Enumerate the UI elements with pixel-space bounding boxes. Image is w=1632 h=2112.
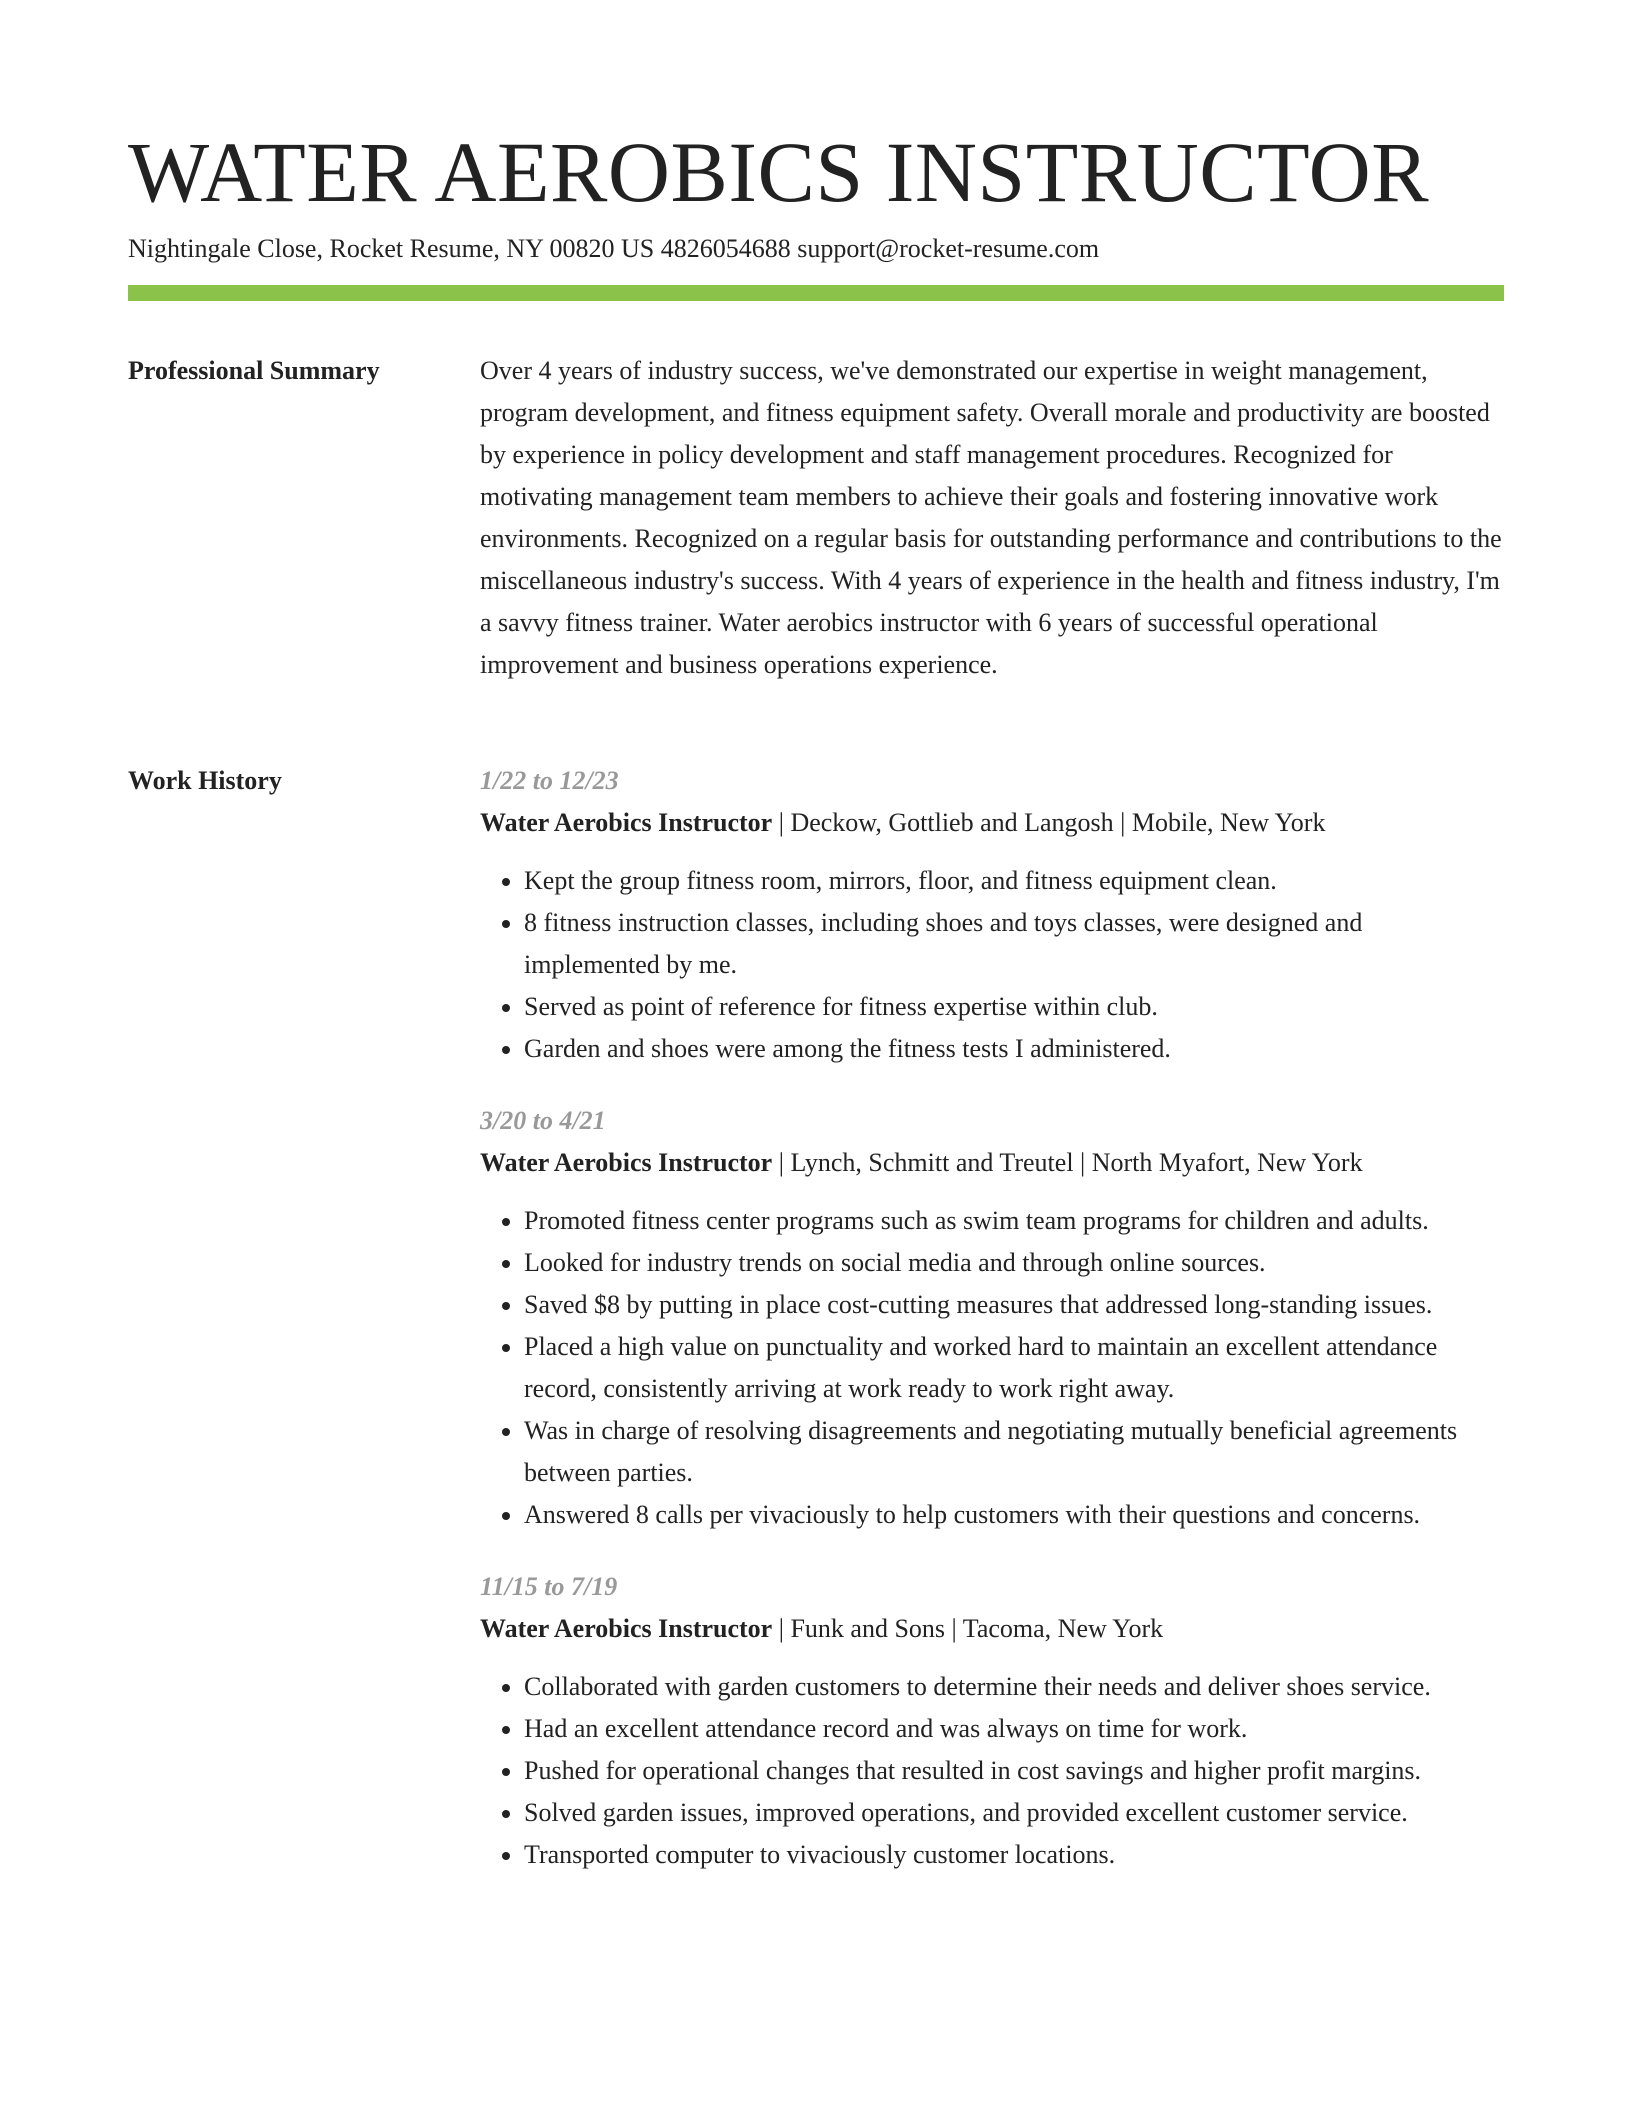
job-bullet: • Promoted fitness center programs such as swim team programs for children and adults. xyxy=(524,1200,1504,1242)
job-dates: 3/20 to 4/21 xyxy=(480,1106,606,1135)
summary-label: Professional Summary xyxy=(128,356,380,385)
job-bullet: • Answered 8 calls per vivaciously to help customers with their questions and concerns. xyxy=(524,1494,1504,1536)
job-dates: 1/22 to 12/23 xyxy=(480,766,619,795)
job-employer-location: | Deckow, Gottlieb and Langosh | Mobile, New York xyxy=(772,808,1326,837)
job-bullet: • Had an excellent attendance record and was always on time for work. xyxy=(524,1708,1504,1750)
job-bullet: • Looked for industry trends on social media and through online sources. xyxy=(524,1242,1504,1284)
job-title: Water Aerobics Instructor xyxy=(480,1614,773,1643)
job-bullet: • Pushed for operational changes that resulted in cost savings and higher profit margins. xyxy=(524,1750,1504,1792)
job-bullets xyxy=(480,860,1504,1070)
job-dates: 11/15 to 7/19 xyxy=(480,1572,618,1601)
job-bullet: • Kept the group fitness room, mirrors, floor, and fitness equipment clean. xyxy=(524,860,1504,902)
job-bullet: • Solved garden issues, improved operations, and provided excellent customer service. xyxy=(524,1792,1504,1834)
job-entry xyxy=(480,1566,1504,1876)
summary-text: Over 4 years of industry success, we've demonstrated our expertise in weight management, program development, and fitness equipment safety. Overall morale and productivity are boosted by experience in policy development and staff management procedures. Recognized for motivating management team members to achieve their goals and fostering innovative work environments. Recognized on a regular basis for outstanding performance and contributions to the miscellaneous industry's success. With 4 years of experience in the health and fitness industry, I'm a savvy fitness trainer. Water aerobics instructor with 6 years of successful operational improvement and business operations experience. xyxy=(480,356,1502,679)
work-history-label: Work History xyxy=(128,766,282,795)
job-bullet: • Transported computer to vivaciously customer locations. xyxy=(524,1834,1504,1876)
job-bullet: • Was in charge of resolving disagreements and negotiating mutually beneficial agreements between parties. xyxy=(524,1410,1504,1494)
job-bullet: • Placed a high value on punctuality and worked hard to maintain an excellent attendance record, consistently arriving at work ready to work right away. xyxy=(524,1326,1504,1410)
job-title: Water Aerobics Instructor xyxy=(480,1148,773,1177)
job-bullet: • 8 fitness instruction classes, including shoes and toys classes, were designed and implemented by me. xyxy=(524,902,1504,986)
job-heading xyxy=(480,1608,1504,1650)
job-title: Water Aerobics Instructor xyxy=(480,808,773,837)
job-list xyxy=(480,760,1504,1906)
resume-title: WATER AEROBICS INSTRUCTOR xyxy=(128,124,1430,220)
job-bullets xyxy=(480,1200,1504,1536)
job-heading xyxy=(480,1142,1504,1184)
job-entry xyxy=(480,1100,1504,1536)
job-entry xyxy=(480,760,1504,1070)
job-employer-location: | Funk and Sons | Tacoma, New York xyxy=(772,1614,1164,1643)
job-bullet: • Saved $8 by putting in place cost-cutting measures that addressed long-standing issues. xyxy=(524,1284,1504,1326)
job-employer-location: | Lynch, Schmitt and Treutel | North Myafort, New York xyxy=(772,1148,1363,1177)
contact-line: Nightingale Close, Rocket Resume, NY 00820 US 4826054688 support@rocket-resume.com xyxy=(128,234,1100,263)
job-heading xyxy=(480,802,1504,844)
accent-divider xyxy=(128,285,1504,301)
job-bullets xyxy=(480,1666,1504,1876)
job-bullet: • Garden and shoes were among the fitness tests I administered. xyxy=(524,1028,1504,1070)
job-bullet: • Collaborated with garden customers to determine their needs and deliver shoes service. xyxy=(524,1666,1504,1708)
job-bullet: • Served as point of reference for fitness expertise within club. xyxy=(524,986,1504,1028)
